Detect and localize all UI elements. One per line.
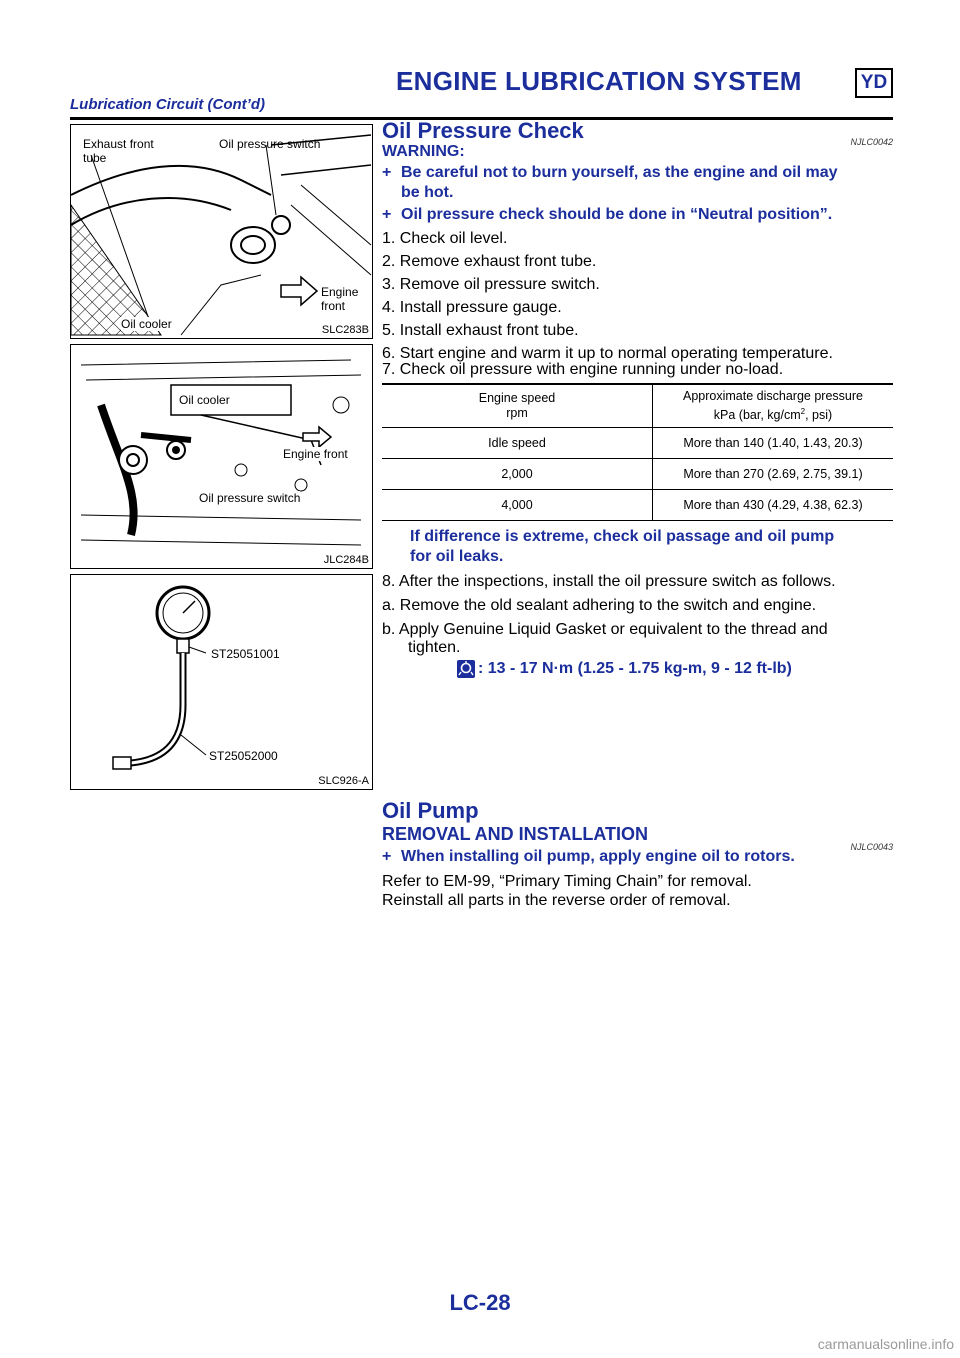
warning-bullet-1: Be careful not to burn yourself, as the engine and oil may xyxy=(401,164,838,181)
step-8: 8. After the inspections, install the oil pressure switch as follows. xyxy=(382,573,836,590)
page-number: LC-28 xyxy=(449,1290,511,1315)
torque-spec: : 13 - 17 N·m (1.25 - 1.75 kg-m, 9 - 12 ft-lb) xyxy=(478,660,792,677)
label-oil-cooler-2: Oil cooler xyxy=(179,393,230,407)
figure-oil-pressure-switch-location xyxy=(70,124,373,339)
note-line-2: for oil leaks. xyxy=(410,548,504,565)
figure-code: SLC283B xyxy=(321,324,369,336)
engine-badge: YD xyxy=(855,68,893,98)
label-oil-pressure-switch: Oil pressure switch xyxy=(219,137,321,151)
header-subtitle: Lubrication Circuit (Cont’d) xyxy=(70,96,265,113)
warning-bullet-2: Oil pressure check should be done in “Neutral position”. xyxy=(401,206,833,223)
figure-code: SLC926-A xyxy=(318,775,369,787)
figure-oil-cooler-location xyxy=(70,344,373,569)
table-row: Idle speed More than 140 (1.40, 1.43, 20.3) xyxy=(382,428,893,459)
table-row: 2,000 More than 270 (2.69, 2.75, 39.1) xyxy=(382,459,893,490)
section-header-title: ENGINE LUBRICATION SYSTEM xyxy=(396,66,802,96)
bullet-marker: + xyxy=(382,206,392,223)
oil-pump-line-2: Reinstall all parts in the reverse order of removal. xyxy=(382,892,731,909)
label-front: front xyxy=(321,299,346,313)
torque-wrench-icon xyxy=(457,660,475,678)
figure-code: JLC284B xyxy=(323,554,369,566)
table-header-row xyxy=(382,384,893,428)
warning-label: WARNING: xyxy=(382,143,465,160)
table-header-pressure: Approximate discharge pressure kPa (bar, $kg/cm^2$, psi) xyxy=(653,384,894,428)
step-a: a. Remove the old sealant adhering to the switch and engine. xyxy=(382,597,817,614)
oil-pump-bullet: When installing oil pump, apply engine oil to rotors. xyxy=(401,848,795,865)
warning-bullet-1-cont: be hot. xyxy=(401,184,454,201)
table-header-engine-speed: Engine speed rpm xyxy=(382,384,653,428)
bullet-marker: + xyxy=(382,848,392,865)
label-gauge-part-number: ST25051001 xyxy=(211,647,280,661)
subsection-title-removal-installation: REMOVAL AND INSTALLATION xyxy=(382,824,648,844)
step-5: 5. Install exhaust front tube. xyxy=(382,322,579,339)
label-oil-pressure-switch-2: Oil pressure switch xyxy=(199,491,301,505)
step-3: 3. Remove oil pressure switch. xyxy=(382,276,600,293)
step-b-cont: tighten. xyxy=(408,639,461,656)
step-b: b. Apply Genuine Liquid Gasket or equivalent to the thread and xyxy=(382,621,828,638)
note-line-1: If difference is extreme, check oil passage and oil pump xyxy=(410,528,835,545)
label-exhaust-front: Exhaust front xyxy=(83,137,154,151)
step-2: 2. Remove exhaust front tube. xyxy=(382,253,597,270)
step-7: 7. Check oil pressure with engine running under no-load. xyxy=(382,361,784,378)
figure-pressure-gauge xyxy=(70,574,373,790)
step-1: 1. Check oil level. xyxy=(382,230,508,247)
table-row: 4,000 More than 430 (4.29, 4.38, 62.3) xyxy=(382,490,893,521)
label-oil-cooler: Oil cooler xyxy=(121,317,172,331)
reference-code: NJLC0042 xyxy=(850,137,893,147)
step-6: 6. Start engine and warm it up to normal operating temperature. xyxy=(382,345,833,362)
label-engine: Engine xyxy=(321,285,359,299)
oil-pump-line-1: Refer to EM-99, “Primary Timing Chain” for removal. xyxy=(382,873,752,890)
bullet-marker: + xyxy=(382,164,392,181)
label-hose-part-number: ST25052000 xyxy=(209,749,278,763)
label-tube: tube xyxy=(83,151,107,165)
oil-pressure-spec-table xyxy=(382,383,893,521)
step-4: 4. Install pressure gauge. xyxy=(382,299,562,316)
watermark: carmanualsonline.info xyxy=(817,1336,954,1352)
section-title-oil-pump: Oil Pump xyxy=(382,798,479,823)
reference-code: NJLC0043 xyxy=(850,842,893,852)
section-title-oil-pressure-check: Oil Pressure Check xyxy=(382,118,584,143)
label-engine-front-2: Engine front xyxy=(283,447,348,461)
